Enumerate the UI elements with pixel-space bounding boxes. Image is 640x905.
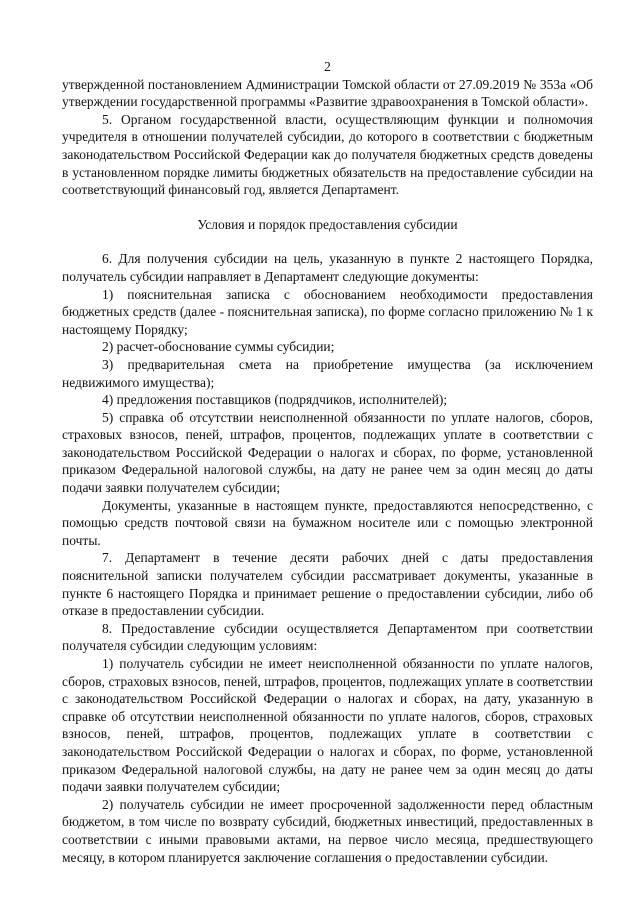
list-item-8-1: 1) получатель субсидии не имеет неисполненной обязанности по уплате налогов, сборов, страховых взносов, пеней, штрафов, процентов, подлежащих уплате в соответствии с законодательством Российской Федерации о налогах и сборах, на дату, указанную в справке об отсутствии неисполненной обязанности по уплате налогов, сборов, страховых взносов, пеней, штрафов, процентов, подлежащих уплате в соответствии с законодательством Российской Федерации о налогах и сборах, по форме, установленной приказом Федеральной налоговой службы, на дату не ранее чем за один месяц до даты подачи заявки получателем субсидии;: [62, 656, 593, 795]
paragraph-6: 6. Для получения субсидии на цель, указанную в пункте 2 настоящего Порядка, получатель субсидии направляет в Департамент следующие документы:: [62, 251, 593, 284]
page-number: 2: [324, 59, 331, 74]
list-item-6-3: 3) предварительная смета на приобретение имущества (за исключением недвижимого имущества);: [62, 356, 593, 390]
paragraph-5: 5. Органом государственной власти, осуществляющим функции и полномочия учредителя в отношении получателей субсидии, до которого в соответствии с бюджетным законодательством Российской Федерации как до получателя бюджетных средств доведены в установленном порядке лимиты бюджетных обязательств на предоставление субсидии на соответствующий финансовый год, является Департамент.: [62, 111, 593, 198]
document-page: [62, 0, 593, 866]
list-item-8-2: 2) получатель субсидии не имеет просроченной задолженности перед областным бюджетом, в том числе по возврату субсидий, бюджетных инвестиций, предоставленных в соответствии с иными правовыми актами, на первое число месяца, предшествующего месяцу, в котором планируется заключение соглашения о предоставлении субсидии.: [62, 796, 593, 865]
paragraph-documents-note: Документы, указанные в настоящем пункте, предоставляются непосредственно, с помощью средств почтовой связи на бумажном носителе или с помощью электронной почты.: [62, 497, 593, 548]
list-item-6-1: 1) пояснительная записка с обоснованием необходимости предоставления бюджетных средств (далее - пояснительная записка), по форме согласно приложению № 1 к настоящему Порядку;: [62, 286, 593, 337]
paragraph-7: 7. Департамент в течение десяти рабочих дней с даты предоставления пояснительной записки получателем субсидии рассматривает документы, указанные в пункте 6 настоящего Порядка и принимает решение о предоставлении субсидии, либо об отказе в предоставлении субсидии.: [62, 550, 593, 619]
section-heading: Условия и порядок предоставления субсидии: [197, 216, 458, 232]
list-item-6-5: 5) справка об отсутствии неисполненной обязанности по уплате налогов, сборов, страховых взносов, пеней, штрафов, процентов, подлежащих уплате в соответствии с законодательством Российской Федерации о налогах и сборах, по форме, установленной приказом Федеральной налоговой службы, на дату не ранее чем за один месяц до даты подачи заявки получателем субсидии;: [62, 409, 593, 496]
list-item-6-2: 2) расчет-обоснование суммы субсидии;: [102, 339, 335, 355]
list-item-6-4: 4) предложения поставщиков (подрядчиков, исполнителей);: [102, 392, 448, 408]
paragraph-8: 8. Предоставление субсидии осуществляется Департаментом при соответствии получателя субсидии следующим условиям:: [62, 620, 593, 654]
paragraph-intro-continuation: утвержденной постановлением Администрации Томской области от 27.09.2019 № 353а «Об утверждении государственной программы «Развитие здравоохранения в Томской области».: [62, 76, 593, 110]
